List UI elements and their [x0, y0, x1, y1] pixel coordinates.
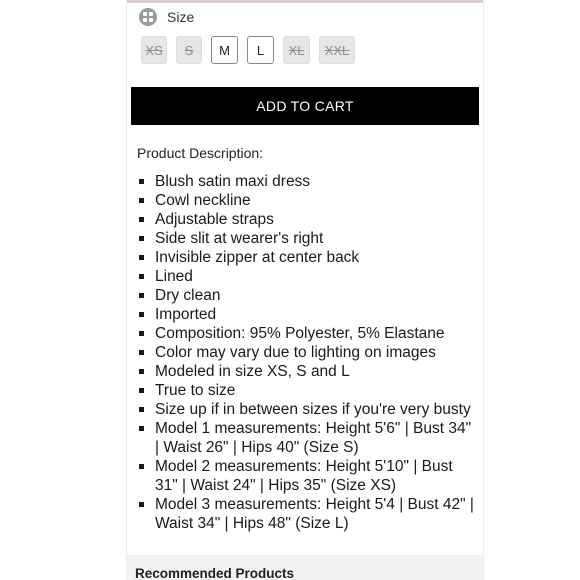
- description-list: [137, 172, 479, 533]
- divider: [127, 0, 483, 3]
- list-item: Size up if in between sizes if you're very busty: [137, 400, 479, 419]
- product-panel: [126, 0, 484, 580]
- list-item: Cowl neckline: [137, 191, 479, 210]
- add-to-cart-button[interactable]: ADD TO CART: [131, 87, 479, 125]
- description-title: Product Description:: [137, 145, 264, 161]
- size-option-m[interactable]: M: [211, 36, 238, 64]
- list-item: Blush satin maxi dress: [137, 172, 479, 191]
- list-item: Model 1 measurements: Height 5'6" | Bust 34" | Waist 26" | Hips 40" (Size S): [137, 419, 479, 457]
- list-item: Adjustable straps: [137, 210, 479, 229]
- list-item: Model 3 measurements: Height 5'4 | Bust 42" | Waist 34" | Hips 48" (Size L): [137, 495, 479, 533]
- recommended-products-header: Recommended Products: [127, 555, 483, 580]
- size-option-l[interactable]: L: [247, 36, 274, 64]
- list-item: Color may vary due to lighting on images: [137, 343, 479, 362]
- size-option-xxl[interactable]: XXL: [319, 36, 355, 64]
- list-item: Model 2 measurements: Height 5'10" | Bust 31" | Waist 24" | Hips 35" (Size XS): [137, 457, 479, 495]
- list-item: Imported: [137, 305, 479, 324]
- size-options: [141, 36, 355, 64]
- list-item: True to size: [137, 381, 479, 400]
- grid-icon: [139, 8, 157, 26]
- list-item: Dry clean: [137, 286, 479, 305]
- list-item: Modeled in size XS, S and L: [137, 362, 479, 381]
- list-item: Invisible zipper at center back: [137, 248, 479, 267]
- size-option-s[interactable]: S: [176, 36, 202, 64]
- size-option-xl[interactable]: XL: [283, 36, 310, 64]
- list-item: Side slit at wearer's right: [137, 229, 479, 248]
- list-item: Composition: 95% Polyester, 5% Elastane: [137, 324, 479, 343]
- size-label: Size: [167, 9, 195, 25]
- list-item: Lined: [137, 267, 479, 286]
- size-header: [139, 8, 194, 26]
- size-option-xs[interactable]: XS: [141, 36, 167, 64]
